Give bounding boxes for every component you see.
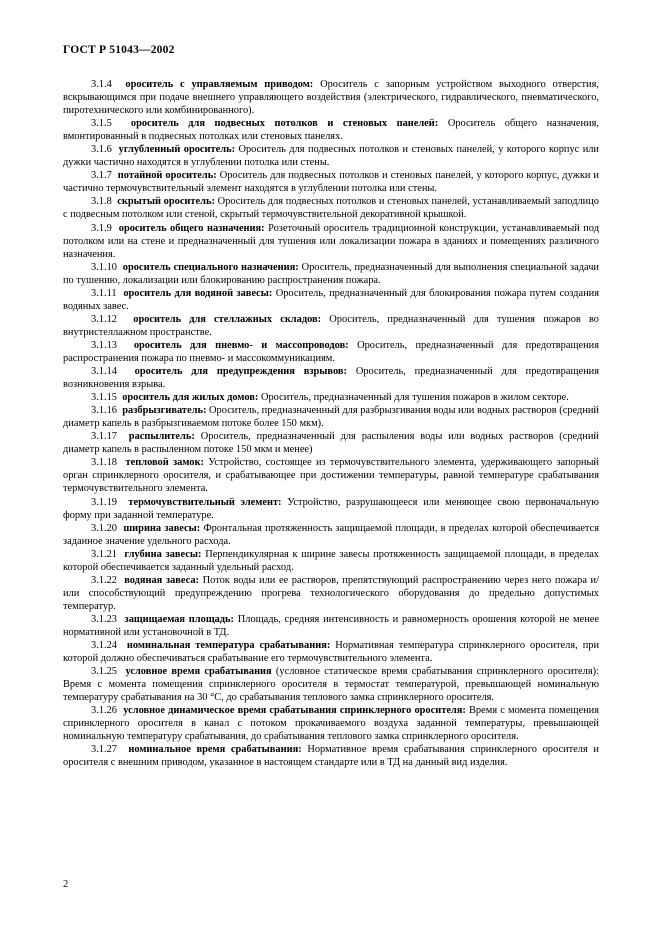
clause-number: 3.1.8 [91,196,112,208]
clause-term: условное время срабатывания [125,666,272,678]
clause-number: 3.1.17 [91,431,117,443]
clause-term: углубленный ороситель: [118,144,236,156]
clause-text: Устройство, состоящее из термочувствительного элемента, удерживающего запорный орган спринклерного оросителя, и срабатывающее при достижении температуры, равной температуре срабатывания термочувствительного элемента. [63,457,599,495]
clause-paragraph [63,261,599,287]
clause-number: 3.1.18 [91,457,117,469]
clause-term: ороситель с управляемым приводом: [125,79,314,90]
clause-number: 3.1.10 [91,261,117,273]
clause-text: Ороситель, предназначенный для тушения пожаров во внутристеллажном пространстве. [63,313,599,338]
clause-text: Ороситель с запорным устройством выходного отверстия, вскрывающимся при подаче внешнего управляющего воздействия (электрического, гидравлического, пневматического, пиротехнического или комбинированного). [63,79,599,117]
clause-paragraph [63,117,599,143]
clause-term: условное динамическое время срабатывания спринклерного оросителя: [123,705,466,717]
clause-number: 3.1.25 [91,666,117,678]
clause-paragraph [63,287,599,313]
clause-number: 3.1.26 [91,705,117,717]
clause-term: номинальное время срабатывания: [128,744,302,756]
clause-term: ороситель для предупреждения взрывов: [134,366,347,378]
clause-number: 3.1.12 [91,313,117,325]
clause-term: защищаемая площадь: [124,613,234,625]
clause-number: 3.1.7 [91,170,112,182]
clause-text: Нормативное время срабатывания спринклерного оросителя и оросителя с внешним приводом, указанное в настоящем стандарте или в ТД на данный вид изделия. [63,744,599,769]
clause-text: Ороситель для подвесных потолков и стеновых панелей, у которого корпус или дужки частично находятся в углублении потолка или стены. [63,144,599,169]
clause-number: 3.1.19 [91,496,117,508]
clause-text: (условное статическое время срабатывания спринклерного оросителя): Время с момента помещения спринклерного оросителя в термостат температурой, превышающей номинальную температуру срабатывания на 30 °С, до срабатывания теплового замка спринклерного оросителя. [63,666,599,704]
clause-paragraph [63,548,599,574]
clause-term: разбрызгиватель: [122,405,207,417]
clause-paragraph [63,404,599,430]
clause-term: водяная завеса: [124,574,200,586]
clause-number: 3.1.4 [91,79,112,90]
clause-number: 3.1.22 [91,574,117,586]
clause-number: 3.1.11 [91,287,117,299]
clause-text: Ороситель, предназначенный для блокирования пожара путем создания водяных завес. [63,287,599,312]
clause-paragraph [63,496,599,522]
document-header: ГОСТ Р 51043—2002 [63,44,175,56]
clause-text: Ороситель для подвесных потолков и стеновых панелей, устанавливаемый заподлицо с подвесным потолком или стеной, скрытый термочувствительной декоративной крышкой. [63,196,599,221]
clause-number: 3.1.13 [91,339,117,351]
clause-text: Устройство, разрушающееся или меняющее свою первоначальную форму при заданной температуре. [63,496,599,521]
clause-paragraph [63,613,599,639]
clause-term: ороситель для стеллажных складов: [133,313,322,325]
clause-text: Розеточный ороситель традиционной конструкции, устанавливаемый под потолком или на стене и предназначенный для тушения или локализации пожара в зданиях и помещениях различного назначения. [63,222,599,260]
clause-text: Поток воды или ее растворов, препятствующий распространению через него пожара и/или способствующий предупреждению прогрева технологического оборудования до предельно допустимых температур. [63,574,599,612]
clause-paragraph [63,743,599,769]
clause-text: Нормативная температура спринклерного оросителя, при которой должно обеспечиваться срабатывание его термочувствительного элемента. [63,640,600,665]
clause-text: Площадь, средняя интенсивность и равномерность орошения которой не менее нормативной или установочной в ТД. [63,613,599,638]
clause-paragraph [63,456,599,495]
clause-text: Ороситель, предназначенный для предотвращения распространения пожара по пневмо- и массокоммуникациям. [63,339,599,364]
clause-paragraph [63,195,599,221]
clause-list [63,78,599,769]
clause-text: Ороситель, предназначенный для тушения пожаров в жилом секторе. [260,392,569,404]
clause-paragraph [63,391,599,404]
clause-term: ороситель специального назначения: [122,261,299,273]
clause-paragraph [63,704,599,743]
clause-number: 3.1.16 [91,405,117,417]
clause-term: глубина завесы: [124,548,202,560]
clause-paragraph [63,313,599,339]
clause-text: Время с момента помещения спринклерного оросителя в канал с потоком прокачиваемого воздуха заданной температуры, превышающей номинальную температуру срабатывания, до срабатывания теплового замка спринклерного оросителя. [63,705,599,743]
clause-number: 3.1.15 [91,392,117,404]
clause-number: 3.1.24 [91,640,117,652]
clause-paragraph [63,574,599,613]
clause-paragraph [63,78,599,117]
clause-paragraph [63,430,599,456]
clause-text: Ороситель, предназначенный для выполнения специальной задачи по тушению, локализации или блокированию распространения пожара. [63,261,599,286]
clause-term: ороситель для подвесных потолков и стеновых панелей: [130,118,439,130]
clause-number: 3.1.27 [91,744,117,756]
clause-number: 3.1.21 [91,548,117,560]
clause-text: Ороситель общего назначения, вмонтированный в подвесных потолках или стеновых панелях. [63,118,599,143]
clause-term: термочувствительный элемент: [128,496,282,508]
clause-paragraph [63,639,599,665]
clause-number: 3.1.20 [91,522,117,534]
clause-term: распылитель: [128,431,195,443]
clause-text: Ороситель, предназначенный для предотвращения возникновения взрыва. [63,366,599,391]
clause-paragraph [63,222,599,261]
clause-number: 3.1.5 [91,118,112,130]
clause-number: 3.1.14 [91,366,117,378]
clause-term: ширина завесы: [123,522,201,534]
clause-paragraph [63,339,599,365]
clause-paragraph [63,665,599,704]
clause-number: 3.1.6 [91,144,112,156]
clause-term: тепловой замок: [125,457,204,469]
clause-text: Перпендикулярная к ширине завесы протяженность защищаемой площади, в пределах которой обеспечивается заданный удельный расход. [63,548,600,573]
clause-term: потайной ороситель: [117,170,217,182]
clause-term: ороситель общего назначения: [118,222,265,234]
clause-text: Фронтальная протяженность защищаемой площади, в пределах которой обеспечивается заданное значение удельного расхода. [63,522,599,547]
page-number: 2 [63,879,69,890]
clause-paragraph [63,365,599,391]
clause-paragraph [63,169,599,195]
clause-number: 3.1.23 [91,613,117,625]
clause-term: скрытый ороситель: [117,196,215,208]
clause-term: ороситель для водяной завесы: [123,287,273,299]
clause-text: Ороситель, предназначенный для распыления воды или водных растворов (средний диаметр капель в распыленном потоке 150 мкм и менее) [63,431,599,456]
clause-paragraph [63,522,599,548]
clause-paragraph [63,143,599,169]
clause-number: 3.1.9 [91,222,112,234]
clause-text: Ороситель, предназначенный для разбрызгивания воды или водных растворов (средний диаметр капель в разбрызгиваемом потоке более 150 мкм). [63,405,599,430]
clause-text: Ороситель для подвесных потолков и стеновых панелей, у которого корпус, дужки и частично термочувствительный элемент находятся в углублении потолка или стены. [63,170,599,195]
clause-term: ороситель для жилых домов: [122,392,259,404]
clause-term: номинальная температура срабатывания: [126,640,331,652]
clause-term: ороситель для пневмо- и массопроводов: [133,339,349,351]
